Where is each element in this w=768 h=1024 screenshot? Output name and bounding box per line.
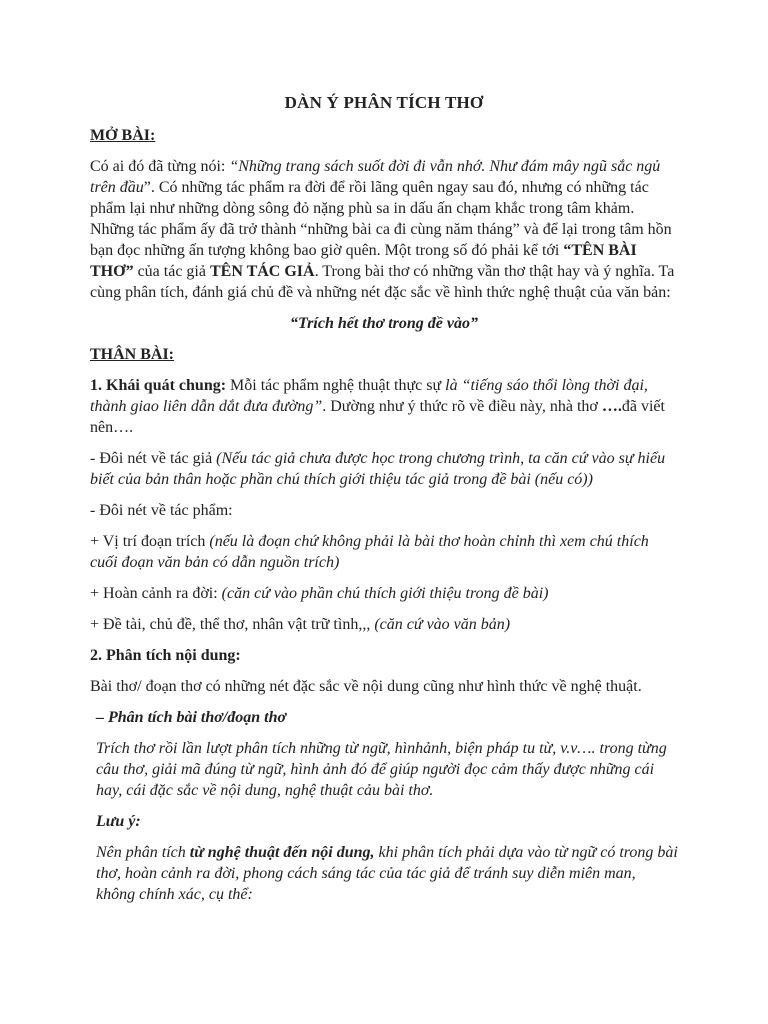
poem-analysis-paragraph xyxy=(90,738,678,801)
theme-line xyxy=(90,614,678,635)
theme-note: (căn cứ vào văn bản) xyxy=(374,616,511,633)
general-overview-text-3: đã viết nên…. xyxy=(90,398,665,436)
mo-bai-quote: “Những trang sách suốt đời đi vẫn nhớ. Như đám mây ngũ sắc ngủ trên đầu xyxy=(90,158,661,196)
note-paragraph xyxy=(90,842,678,905)
poem-analysis-subheading xyxy=(90,707,678,728)
author-info-note: (Nếu tác giả chưa được học trong chương trình, ta căn cứ vào sự hiểu biết của bản thân hoặc phần chú thích giới thiệu tác giả trong đề bài (nếu có)) xyxy=(90,450,666,488)
general-overview-text-1: Mỗi tác phẩm nghệ thuật thực sự xyxy=(226,377,446,394)
context-text: + Hoàn cảnh ra đời: xyxy=(90,585,222,602)
author-info-line xyxy=(90,448,678,490)
excerpt-note-text: “Trích hết thơ trong đề vào” xyxy=(290,315,478,332)
note-bold-text: từ nghệ thuật đến nội dung, xyxy=(189,844,375,861)
note-label-text: Lưu ý: xyxy=(96,813,141,830)
document-page xyxy=(90,92,678,915)
note-text-1: Nên phân tích xyxy=(96,844,190,861)
mo-bai-text-2: ”. Có những tác phẩm ra đời để rồi lãng quên ngay sau đó, nhưng có những tác phẩm lại như những dòng sông đỏ nặng phù sa in dấu ấn chạm khắc trong tâm khảm. Những tác phẩm ấy đã trở thành “những bài ca đi cùng năm tháng” và để lại trong tâm hồn bạn đọc những ấn tượng không bao giờ quên. Một trong số đó phải kể tới xyxy=(90,179,672,259)
mo-bai-text-4: . Trong bài thơ có những vần thơ thật hay và ý nghĩa. Ta cùng phân tích, đánh giá chủ đề và những nét đặc sắc về hình thức nghệ thuật của văn bản: xyxy=(90,263,675,301)
mo-bai-text-1: Có ai đó đã từng nói: xyxy=(90,158,230,175)
general-overview-dots: …. xyxy=(601,398,622,415)
mo-bai-paragraph xyxy=(90,156,678,303)
general-overview-paragraph xyxy=(90,375,678,438)
content-analysis-label-text: 2. Phân tích nội dung: xyxy=(90,647,241,664)
general-overview-text-2: . Dường như ý thức rõ về điều này, nhà thơ xyxy=(322,398,602,415)
poem-title-placeholder: “TÊN BÀI THƠ” xyxy=(90,242,637,280)
excerpt-position-text: + Vị trí đoạn trích xyxy=(90,533,210,550)
theme-text: + Đề tài, chủ đề, thể thơ, nhân vật trữ tình,,, xyxy=(90,616,375,633)
author-placeholder: TÊN TÁC GIẢ xyxy=(209,263,315,280)
excerpt-note xyxy=(90,313,678,334)
context-note: (căn cứ vào phần chú thích giới thiệu trong đề bài) xyxy=(221,585,549,602)
note-label xyxy=(90,811,678,832)
than-bai-heading: THÂN BÀI: xyxy=(90,346,175,363)
general-overview-label: 1. Khái quát chung: xyxy=(90,377,227,394)
poem-analysis-subheading-text: – Phân tích bài thơ/đoạn thơ xyxy=(96,709,287,726)
mo-bai-heading: MỞ BÀI: xyxy=(90,127,156,144)
general-overview-quote: là “tiếng sáo thổi lòng thời đại, thành giao liên dẫn dắt đưa đường” xyxy=(90,377,648,415)
content-analysis-intro: Bài thơ/ đoạn thơ có những nét đặc sắc về nội dung cũng như hình thức về nghệ thuật. xyxy=(90,678,642,695)
content-analysis-label xyxy=(90,645,678,666)
work-info-line: - Đôi nét về tác phẩm: xyxy=(90,502,233,519)
context-line xyxy=(90,583,678,604)
author-info-text: - Đôi nét về tác giả xyxy=(90,450,217,467)
mo-bai-text-3: của tác giả xyxy=(133,263,210,280)
excerpt-position-note: (nếu là đoạn chứ không phải là bài thơ hoàn chỉnh thì xem chú thích cuối đoạn văn bản có dẫn nguồn trích) xyxy=(90,533,649,571)
note-text-2: khi phân tích phải dựa vào từ ngữ có trong bài thơ, hoàn cảnh ra đời, phong cách sáng tác của tác giả để tránh suy diễn miên man, không chính xác, cụ thể: xyxy=(96,844,678,903)
document-title: DÀN Ý PHÂN TÍCH THƠ xyxy=(284,93,484,112)
poem-analysis-text: Trích thơ rồi lần lượt phân tích những từ ngữ, hìnhảnh, biện pháp tu từ, v.v…. trong từng câu thơ, giải mã đúng từ ngữ, hình ảnh đó để giúp người đọc cảm thấy được những cái hay, cái đặc sắc về nội dung, nghệ thuật cảu bài thơ. xyxy=(96,740,667,799)
excerpt-position-line xyxy=(90,531,678,573)
